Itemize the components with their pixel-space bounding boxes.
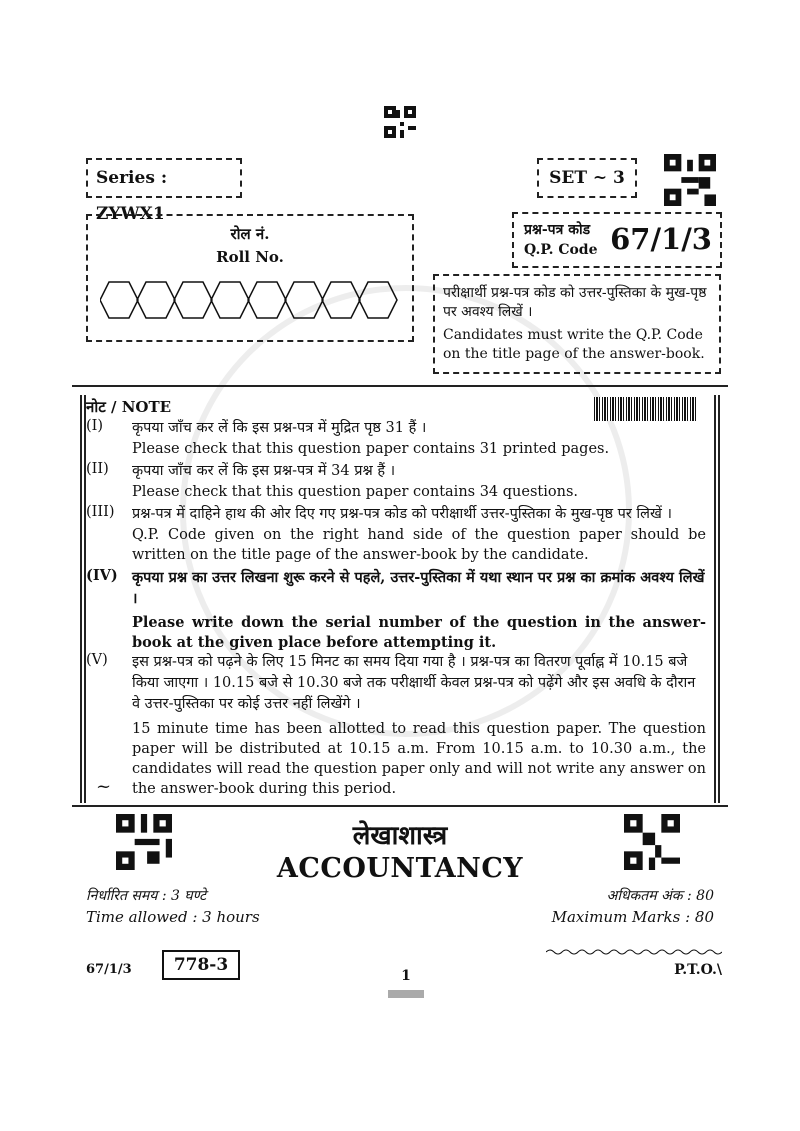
roll-number-hexagon-cells	[100, 276, 400, 324]
footer-code-box: 778-3	[162, 950, 240, 980]
qp-code-label	[524, 220, 598, 260]
maximum-marks-hindi: अधिकतम अंक : 80	[606, 888, 714, 904]
note-item-number: (II)	[86, 461, 109, 477]
note-item-hindi: कृपया प्रश्न का उत्तर लिखना शुरू करने से पहले, उत्तर-पुस्तिका में यथा स्थान पर प्रश्न का क्रमांक अवश्य लिखें ।	[132, 569, 705, 607]
note-item-hindi: प्रश्न-पत्र में दाहिने हाथ की ओर दिए गए प्रश्न-पत्र कोड को परीक्षार्थी उत्तर-पुस्तिका के मुख-पृष्ठ पर लिखें ।	[132, 506, 672, 522]
roll-label-english: Roll No.	[216, 248, 284, 266]
note-item-2	[86, 461, 706, 502]
qp-code-label-hindi: प्रश्न-पत्र कोड	[524, 222, 591, 238]
top-qr-code	[384, 106, 416, 138]
note-item-hindi: कृपया जाँच कर लें कि इस प्रश्न-पत्र में 34 प्रश्न हैं ।	[132, 463, 396, 479]
wavy-divider	[546, 948, 722, 956]
note-item-english: Q.P. Code given on the right hand side of the question paper should be written on the title page of the answer-book by the candidate.	[132, 527, 706, 563]
footer-qp-code: 67/1/3	[86, 962, 132, 977]
time-allowed-english: Time allowed : 3 hours	[86, 908, 260, 926]
time-allowed-hindi: निर्धारित समय : 3 घण्टे	[86, 888, 207, 904]
header-qr-code	[664, 154, 716, 206]
note-frame-left-rule	[80, 395, 82, 803]
note-frame-right-rule	[718, 395, 720, 803]
note-item-english: Please write down the serial number of the question in the answer-book at the given place before attempting it.	[132, 614, 706, 651]
note-item-number: (I)	[86, 418, 104, 434]
note-frame-right-rule-inner	[714, 395, 716, 803]
set-box: SET ~ 3	[537, 158, 637, 198]
roll-label-hindi: रोल नं.	[230, 225, 270, 243]
qp-code-box	[512, 212, 722, 268]
note-item-hindi: इस प्रश्न-पत्र को पढ़ने के लिए 15 मिनट का समय दिया गया है । प्रश्न-पत्र का वितरण पूर्वाह्न में 10.15 बजे किया जाएगा । 10.15 बजे से 10.30 बजे तक परीक्षार्थी केवल प्रश्न-पत्र को पढ़ेंगे और इस अवधि के दौरान वे उत्तर-पुस्तिका पर कोई उत्तर नहीं लिखेंगे ।	[132, 654, 696, 712]
candidate-instruction-english: Candidates must write the Q.P. Code on the title page of the answer-book.	[443, 327, 705, 362]
note-item-hindi: कृपया जाँच कर लें कि इस प्रश्न-पत्र में मुद्रित पृष्ठ 31 हैं ।	[132, 420, 427, 436]
note-item-5	[86, 652, 706, 799]
note-item-english: 15 minute time has been allotted to read this question paper. The question paper will be distributed at 10.15 a.m. From 10.15 a.m. to 10.30 a.m., the candidates will read the question paper only and will not write any answer on the answer-book during this period.	[132, 721, 706, 797]
please-turn-over: P.T.O.\	[674, 962, 722, 978]
candidate-instruction-hindi: परीक्षार्थी प्रश्न-पत्र कोड को उत्तर-पुस्तिका के मुख-पृष्ठ पर अवश्य लिखें ।	[443, 285, 707, 320]
subject-title-hindi: लेखाशास्त्र	[352, 821, 448, 851]
note-item-3	[86, 504, 706, 565]
note-title: नोट / NOTE	[86, 398, 172, 416]
tilde-mark: ~	[96, 776, 112, 797]
note-item-english: Please check that this question paper contains 31 printed pages.	[132, 441, 610, 457]
note-item-number: (III)	[86, 504, 115, 520]
candidate-instruction-box	[433, 274, 721, 374]
note-item-english: Please check that this question paper contains 34 questions.	[132, 484, 578, 500]
qp-code-value: 67/1/3	[610, 222, 712, 256]
roll-number-box	[86, 214, 414, 342]
note-item-1	[86, 418, 706, 459]
subject-title-english: ACCOUNTANCY	[276, 853, 524, 884]
page-number-bar	[388, 990, 424, 998]
note-item-number: (IV)	[86, 567, 118, 584]
series-box: Series : ZYWX1	[86, 158, 242, 198]
note-item-number: (V)	[86, 652, 108, 668]
page-number: 1	[401, 968, 411, 984]
qp-code-label-english: Q.P. Code	[524, 242, 598, 258]
note-item-4	[86, 567, 706, 653]
maximum-marks-english: Maximum Marks : 80	[551, 908, 714, 926]
